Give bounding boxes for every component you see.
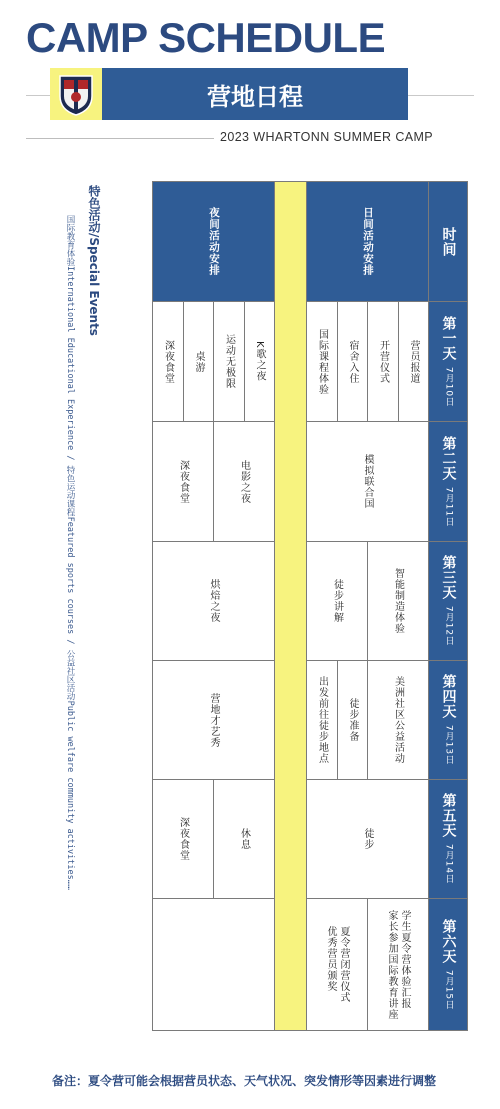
banner-subtitle: 2023 WHARTONN SUMMER CAMP — [220, 130, 434, 144]
cell-d4-b: 徒步准备 — [337, 660, 368, 780]
cell-d4-c: 出发前往徒步地点 — [306, 660, 338, 780]
cell-d3-b: 徒步讲解 — [306, 541, 368, 661]
cell-d2-n2: 深夜食堂 — [152, 421, 214, 542]
cell-d1-c: 宿舍入住 — [337, 301, 368, 422]
cell-d3-n1: 烘焙之夜 — [152, 541, 275, 661]
page-title: CAMP SCHEDULE — [26, 14, 386, 61]
day-header-6: 第六天 7月15日 — [428, 898, 468, 1031]
cell-d5-a: 徒步 — [306, 779, 429, 899]
banner-title: 营地日程 — [102, 68, 408, 120]
subtitle-rule — [26, 138, 214, 139]
cell-d6-b: 夏令营闭营仪式 优秀营员颁奖 — [306, 898, 368, 1031]
footer-note: 备注：夏令营可能会根据营员状态、天气状况、突发情形等因素进行调整 — [52, 1074, 437, 1088]
crest-logo-icon — [50, 68, 102, 120]
time-header-cell: 时间 — [428, 181, 468, 302]
cell-d2-n1: 电影之夜 — [213, 421, 275, 542]
cell-d2-a: 模拟联合国 — [306, 421, 429, 542]
day-header-5: 第五天 7月14日 — [428, 779, 468, 899]
cell-d1-b: 开营仪式 — [367, 301, 399, 422]
day-header-1: 第一天 7月10日 — [428, 301, 468, 422]
cell-d4-a: 美洲社区公益活动 — [367, 660, 429, 780]
cell-d5-n2: 深夜食堂 — [152, 779, 214, 899]
cell-d4-n1: 营地才艺秀 — [152, 660, 275, 780]
cell-d3-a: 智能制造体验 — [367, 541, 429, 661]
yellow-divider-column — [274, 181, 307, 1031]
cell-d1-n3: 桌游 — [183, 301, 214, 422]
cell-d1-n4: 深夜食堂 — [152, 301, 184, 422]
day-header-3: 第三天 7月12日 — [428, 541, 468, 661]
logo-box — [50, 68, 102, 120]
daytime-section-header: 日间活动安排 — [306, 181, 429, 302]
night-section-header: 夜间活动安排 — [152, 181, 275, 302]
special-events-heading: 特色活动/Special Events — [87, 185, 101, 336]
cell-d6-a: 学生夏令营体验汇报 家长参加国际教育讲座 — [367, 898, 429, 1031]
cell-d6-night — [152, 898, 275, 1031]
cell-d5-n1: 休息 — [213, 779, 275, 899]
cell-d1-d: 国际课程体验 — [306, 301, 338, 422]
schedule-table — [152, 181, 468, 1031]
special-events-description: 国际教育体验International Educational Experience / 特色运动课程Featured sports courses / 公益社区活动Public welfare community activities…… — [65, 215, 75, 890]
day-header-2: 第二天 7月11日 — [428, 421, 468, 542]
title-banner — [50, 68, 408, 120]
cell-d1-n2: 运动无极限 — [213, 301, 245, 422]
cell-d1-a: 营员报道 — [398, 301, 429, 422]
day-header-4: 第四天 7月13日 — [428, 660, 468, 780]
cell-d1-n1: K歌之夜 — [244, 301, 275, 422]
